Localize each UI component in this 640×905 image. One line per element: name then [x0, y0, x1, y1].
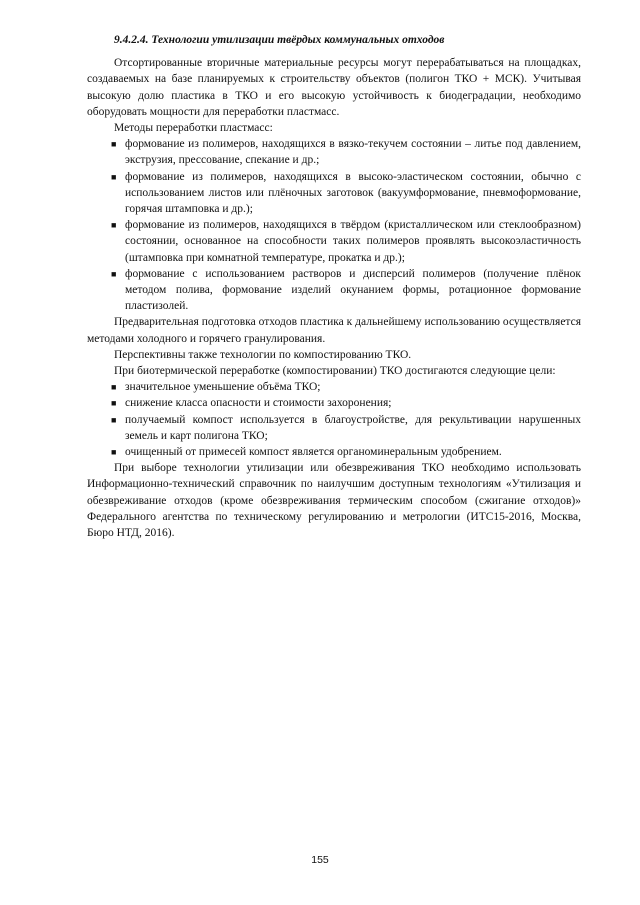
list-item-text: формование с использованием растворов и дисперсий полимеров (получение плёнок методом полива, формование изделий окунанием формы, ротационное формование пластизолей. [125, 267, 581, 313]
list-item-text: очищенный от примесей компост является органоминеральным удобрением. [125, 446, 502, 459]
list-item-text: формование из полимеров, находящихся в высоко-эластическом состоянии, обычно с использованием листов или плёночных заготовок (вакуумформование, пневмоформование, горячая штамповка и др.); [125, 170, 581, 216]
list-item [111, 266, 581, 315]
bullet-icon: ■ [111, 139, 117, 150]
list-item-text: получаемый компост используется в благоустройстве, для рекультивации нарушенных земель и карт полигона ТКО; [125, 413, 581, 442]
bullet-icon: ■ [111, 414, 117, 425]
bullet-icon: ■ [111, 447, 117, 458]
paragraph-goals-intro: При биотермической переработке (компостировании) ТКО достигаются следующие цели: [114, 365, 556, 378]
methods-list [87, 136, 581, 314]
paragraph-composting: Перспективны также технологии по компостированию ТКО. [114, 348, 412, 361]
paragraph-granulation: Предварительная подготовка отходов пластика к дальнейшему использованию осуществляется методами холодного и горячего гранулирования. [87, 316, 581, 345]
list-item [111, 217, 581, 266]
goals-list [87, 379, 581, 460]
bullet-icon: ■ [111, 268, 117, 279]
bullet-icon: ■ [111, 220, 117, 231]
paragraph-sorted-resources: Отсортированные вторичные материальные ресурсы могут перерабатываться на площадках, создаваемых на базе планируемых к строительству объектов (полигон ТКО + МСК). Учитывая высокую долю пластика в ТКО и его высокую устойчивость к биодеградации, необходимо оборудовать мощности для переработки пластмасс. [87, 57, 581, 118]
list-item [111, 169, 581, 218]
bullet-icon: ■ [111, 382, 117, 393]
list-item-text: значительное уменьшение объёма ТКО; [125, 381, 321, 394]
bullet-icon: ■ [111, 398, 117, 409]
paragraph-reference: При выборе технологии утилизации или обезвреживания ТКО необходимо использовать Информационно-технический справочник по наилучшим доступным технологиям «Утилизация и обезвреживание отходов (кроме обезвреживания термическим способом (сжигание отходов)» Федерального агентства по техническому регулированию и метрологии (ИТС15-2016, Москва, Бюро НТД, 2016). [87, 462, 581, 540]
section-heading: 9.4.2.4. Технологии утилизации твёрдых коммунальных отходов [114, 34, 445, 46]
list-item [111, 395, 581, 411]
list-item-text: формование из полимеров, находящихся в вязко-текучем состоянии – литье под давлением, экструзия, прессование, спекание и др.; [125, 138, 581, 167]
list-item [111, 136, 581, 168]
list-item [111, 412, 581, 444]
paragraph-methods-intro: Методы переработки пластмасс: [114, 122, 273, 135]
list-item [111, 444, 581, 460]
page-number: 155 [311, 854, 329, 866]
page-content [87, 32, 581, 541]
bullet-icon: ■ [111, 171, 117, 182]
list-item-text: формование из полимеров, находящихся в твёрдом (кристаллическом или стеклообразном) состоянии, основанное на способности таких полимеров проявлять высокоэластичность (штамповка при комнатной температуре, прокатка и др.); [125, 219, 581, 264]
list-item-text: снижение класса опасности и стоимости захоронения; [125, 397, 392, 410]
list-item [111, 379, 581, 395]
